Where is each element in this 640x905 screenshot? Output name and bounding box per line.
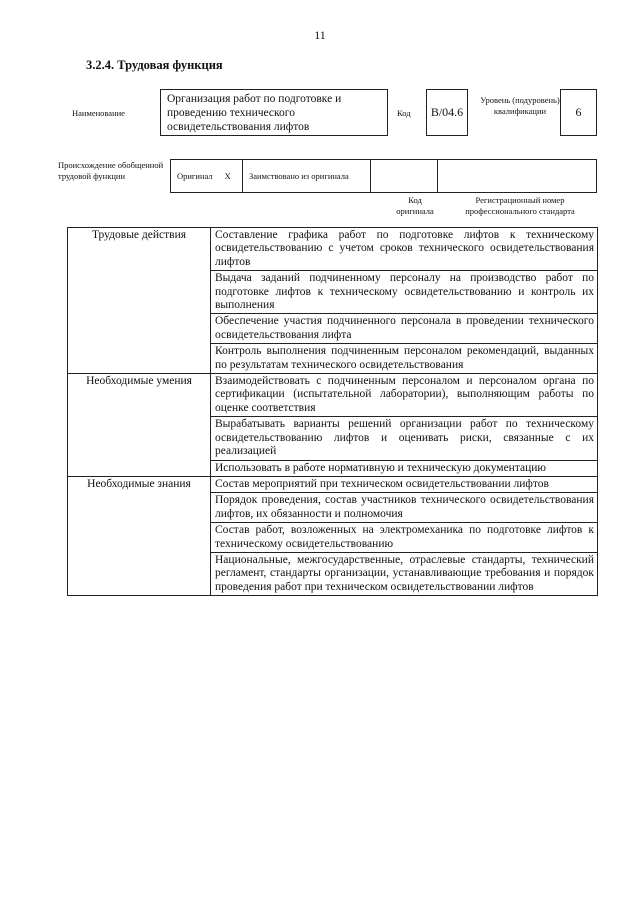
action-item: Выдача заданий подчиненному персоналу на производство работ по подготовке лифтов к техническому освидетельствованию и контроль их выполнения xyxy=(211,271,598,314)
table-row xyxy=(68,476,598,492)
level-field: 6 xyxy=(560,89,597,136)
section-title: 3.2.4. Трудовая функция xyxy=(86,58,223,72)
code-original-cell xyxy=(371,159,438,193)
code-original-label: Код оригинала xyxy=(396,195,434,216)
original-label: Оригинал xyxy=(177,171,213,181)
action-item: Составление графика работ по подготовке лифтов к техническому освидетельствованию с учетом сроков технического освидетельствования лифтов xyxy=(211,228,598,271)
knowledge-item: Состав работ, возложенных на электромеханика по подготовке лифтов к техническому освидетельствованию xyxy=(211,523,598,553)
original-cell xyxy=(170,159,243,193)
origin-row xyxy=(170,159,597,193)
origin-label: Происхождение обобщенной трудовой функции xyxy=(58,160,164,181)
skill-item: Использовать в работе нормативную и техническую документацию xyxy=(211,460,598,476)
skill-item: Взаимодействовать с подчиненным персоналом и персоналом органа по сертификации (испытательной лаборатории), выполняющим работы по оценке соответствия xyxy=(211,374,598,417)
name-label: Наименование xyxy=(72,108,125,118)
action-item: Обеспечение участия подчиненного персонала в проведении технического освидетельствования лифта xyxy=(211,314,598,344)
category-actions: Трудовые действия xyxy=(68,228,211,374)
skill-item: Вырабатывать варианты решений организации работ по техническому освидетельствованию лифтов и оценивать риски, связанные с их реализацией xyxy=(211,417,598,460)
function-name-field: Организация работ по подготовке и проведению технического освидетельствования лифтов xyxy=(160,89,388,136)
original-mark: X xyxy=(224,171,231,181)
page-number: 11 xyxy=(314,28,326,42)
code-label: Код xyxy=(397,108,411,118)
table-row xyxy=(68,228,598,271)
level-label: Уровень (подуровень) квалификации xyxy=(480,95,560,116)
knowledge-item: Состав мероприятий при техническом освидетельствовании лифтов xyxy=(211,476,598,492)
code-field: В/04.6 xyxy=(426,89,468,136)
function-table xyxy=(67,227,598,596)
category-skills: Необходимые умения xyxy=(68,374,211,477)
category-knowledge: Необходимые знания xyxy=(68,476,211,595)
knowledge-item: Национальные, межгосударственные, отраслевые стандарты, технический регламент, стандарты организации, устанавливающие требования и порядок проведения работ при техническом освидетельствовании лифтов xyxy=(211,552,598,595)
borrowed-label: Заимствовано из оригинала xyxy=(249,171,349,181)
borrowed-cell xyxy=(243,159,371,193)
knowledge-item: Порядок проведения, состав участников технического освидетельствования лифтов, их обязанности и полномочия xyxy=(211,493,598,523)
action-item: Контроль выполнения подчиненным персоналом рекомендаций, выданных по результатам технического освидетельствования xyxy=(211,344,598,374)
reg-number-cell xyxy=(438,159,597,193)
table-row xyxy=(68,374,598,417)
reg-number-label: Регистрационный номер профессионального стандарта xyxy=(465,195,575,216)
